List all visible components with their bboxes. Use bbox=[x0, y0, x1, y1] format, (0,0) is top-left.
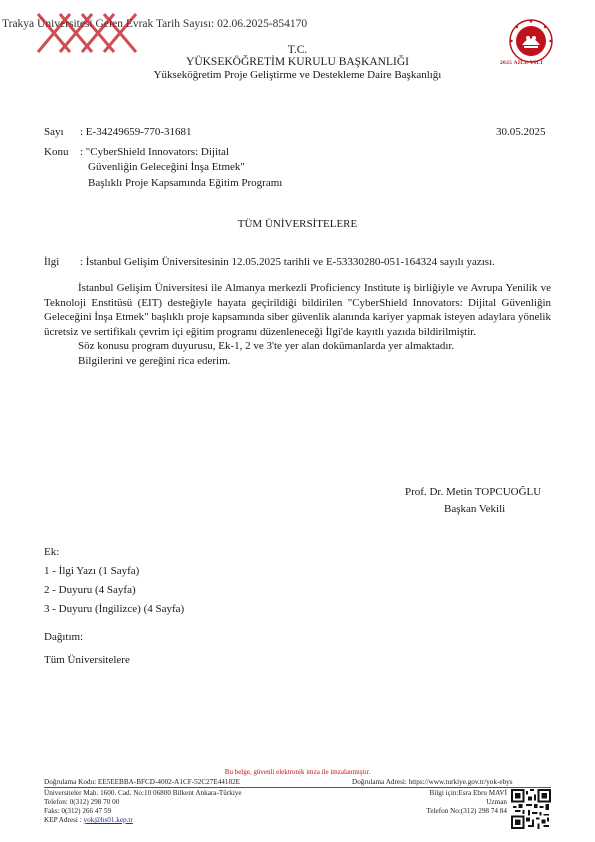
ilgi-label: İlgi bbox=[44, 256, 60, 268]
konu-line-2: Güvenliğin Geleceğini İnşa Etmek" bbox=[88, 161, 245, 173]
verification-address: Doğrulama Adresi: https://www.turkiye.gov.tr/yok-ebys bbox=[352, 778, 513, 786]
distribution-value: Tüm Üniversitelere bbox=[44, 654, 130, 666]
signatory-title: Başkan Vekili bbox=[444, 503, 506, 515]
body-paragraph-2: Söz konusu program duyurusu, Ek-1, 2 ve 3'te yer alan dokümanlarda yer almaktadır. bbox=[78, 340, 455, 353]
incoming-document-stamp: Trakya Üniversitesi Gelen Evrak Tarih Sayısı: 02.06.2025-854170 bbox=[2, 18, 308, 30]
attachment-item: 3 - Duyuru (İngilizce) (4 Sayfa) bbox=[44, 603, 185, 615]
konu-line-1: : "CyberShield Innovators: Dijital bbox=[80, 146, 229, 158]
institution-address: Üniversiteler Mah. 1600. Cad. No:10 06800 Bilkent Ankara-Türkiye bbox=[44, 789, 242, 797]
body-paragraph-1: İstanbul Gelişim Üniversitesi ile Almanya merkezli Proficiency Institute iş birliğiyle ve Avrupa Yenilik ve Teknoloji Enstitüsü (EIT) desteğiyle hayata geçirildiği bildirilen "CyberShield Innovators: Dijital Güvenliğin Geleceğini İnşa Etmek" başlıklı proje kapsamında siber güvenlik alanında kariyer yapmak isteyen adaylara yönelik ücretsiz ve sertifikalı çevrim içi eğitim programı düzenleneceği İlgi'de kayıtlı yazıda bildirilmiştir. bbox=[44, 282, 551, 338]
signatory-name: Prof. Dr. Metin TOPCUOĞLU bbox=[405, 486, 542, 498]
qr-code-icon bbox=[511, 789, 551, 829]
verification-code: Doğrulama Kodu: EE5EEBBA-BFCD-4002-A1CF-52C27E44182E bbox=[44, 778, 241, 786]
recipient-heading: TÜM ÜNİVERSİTELERE bbox=[237, 218, 358, 230]
attachments-label: Ek: bbox=[44, 546, 60, 558]
footer-divider bbox=[44, 787, 551, 788]
attachment-item: 1 - İlgi Yazı (1 Sayfa) bbox=[44, 565, 140, 577]
attachment-item: 2 - Duyuru (4 Sayfa) bbox=[44, 584, 136, 596]
header-country: T.C. bbox=[287, 44, 308, 56]
contact-phone: Telefon No:(312) 298 74 84 bbox=[426, 807, 507, 815]
konu-label: Konu bbox=[44, 146, 69, 158]
e-signature-note: Bu belge, güvenli elektronik imza ile imzalanmıştır. bbox=[224, 768, 371, 776]
body-paragraph-3: Bilgilerini ve gereğini rica ederim. bbox=[78, 354, 231, 367]
header-department: Yükseköğretim Proje Geliştirme ve Destekleme Daire Başkanlığı bbox=[153, 69, 442, 81]
ilgi-text: : İstanbul Gelişim Üniversitesinin 12.05.2025 tarihli ve E-53330280-051-164324 sayılı yazısı. bbox=[80, 256, 495, 268]
kep-address bbox=[44, 816, 133, 824]
document-date: 30.05.2025 bbox=[496, 126, 546, 138]
sayi-value: : E-34249659-770-31681 bbox=[80, 126, 192, 138]
seal-caption: 2025 AİLE YILI bbox=[500, 60, 543, 66]
contact-person: Bilgi için:Esra Ebru MAVİ bbox=[429, 789, 507, 797]
konu-line-3: Başlıklı Proje Kapsamında Eğitim Programı bbox=[88, 177, 283, 189]
institution-phone: Telefon: 0(312) 298 70 00 bbox=[44, 798, 120, 806]
institution-fax: Faks: 0(312) 266 47 59 bbox=[44, 807, 112, 815]
kep-label: KEP Adresi : bbox=[44, 816, 84, 824]
family-year-seal-icon bbox=[508, 18, 554, 64]
sayi-label: Sayı bbox=[44, 126, 64, 138]
distribution-label: Dağıtım: bbox=[44, 631, 84, 643]
header-institution: YÜKSEKÖĞRETİM KURULU BAŞKANLIĞI bbox=[186, 56, 409, 68]
kep-link[interactable]: yok@hs01.kep.tr bbox=[83, 816, 133, 824]
body-paragraphs bbox=[44, 281, 551, 369]
contact-title: Uzman bbox=[486, 798, 507, 806]
